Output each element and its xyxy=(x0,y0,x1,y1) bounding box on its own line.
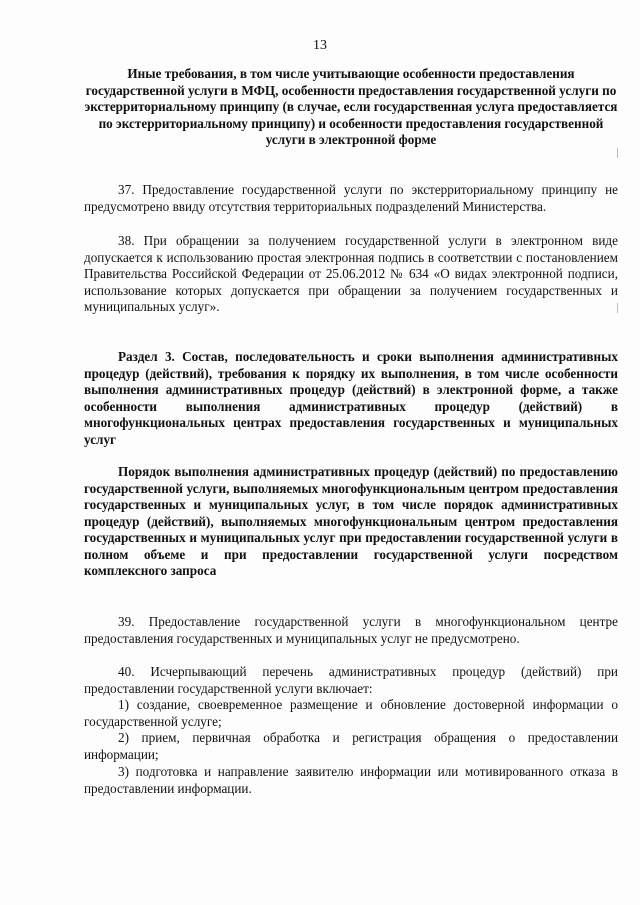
heading-mfc-procedure: Порядок выполнения административных процедур (действий) по предоставлению государственной услуги, выполняемых многофункциональным центром предоставления государственных и муниципальных услуг, в том числе порядок административных процедур (действий), выполняемых многофункциональным центром предоставления государственных и муниципальных услуг при предоставлении государственной услуги в полном объеме и при предоставлении государственной услуги посредством комплексного запроса xyxy=(84,464,618,578)
list-item-3: 3) подготовка и направление заявителю информации или мотивированного отказа в предоставлении информации. xyxy=(84,764,618,796)
list-item-2: 2) прием, первичная обработка и регистрация обращения о предоставлении информации; xyxy=(84,730,618,762)
scan-artifact xyxy=(617,148,618,158)
heading-other-requirements: Иные требования, в том числе учитывающие особенности предоставления государственной услуги в МФЦ, особенности предоставления государственной услуги по экстерриториальному принципу (в случае, если государственная услуга предоставляется по экстерриториальному принципу) и особенности предоставления государственной услуги в электронной форме xyxy=(84,66,618,147)
paragraph-37: 37. Предоставление государственной услуги по экстерриториальному принципу не предусмотрено ввиду отсутствия территориальных подразделений Министерства. xyxy=(84,182,618,214)
page-number: 13 xyxy=(313,38,327,53)
paragraph-39: 39. Предоставление государственной услуги в многофункциональном центре предоставления государственных и муниципальных услуг не предусмотрено. xyxy=(84,614,618,646)
scan-artifact xyxy=(617,303,618,313)
list-item-1: 1) создание, своевременное размещение и обновление достоверной информации о государственной услуге; xyxy=(84,697,618,729)
paragraph-40: 40. Исчерпывающий перечень административных процедур (действий) при предоставлении государственной услуги включает: xyxy=(84,664,618,696)
paragraph-38: 38. При обращении за получением государственной услуги в электронном виде допускается к использованию простая электронная подпись в соответствии с постановлением Правительства Российской Федерации от 25.06.2012 № 634 «О видах электронной подписи, использование которых допускается при обращении за получением государственных и муниципальных услуг». xyxy=(84,233,618,315)
section-3-heading: Раздел 3. Состав, последовательность и сроки выполнения административных процедур (действий), требования к порядку их выполнения, в том числе особенности выполнения административных процедур (действий) в электронной форме, а также особенности выполнения административных процедур (действий) в многофункциональных центрах предоставления государственных и муниципальных услуг xyxy=(84,349,618,447)
